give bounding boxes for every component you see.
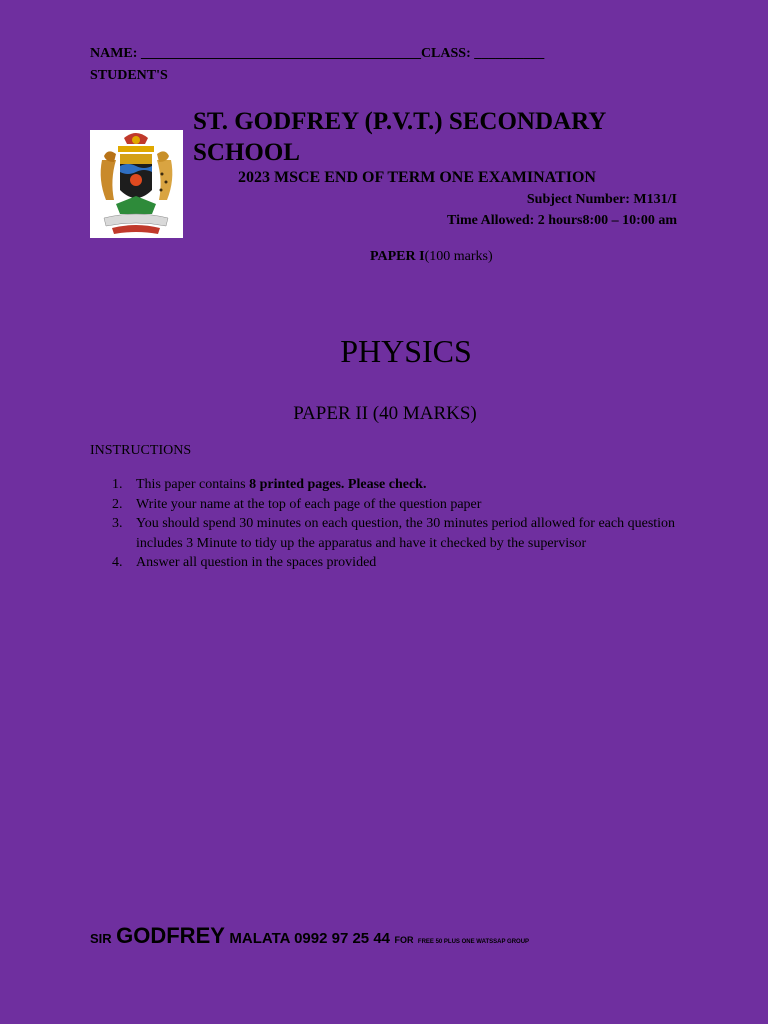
list-item-emphasis: 8 printed pages. Please check. (249, 477, 427, 492)
class-blank[interactable]: __________ (474, 46, 545, 61)
subject-title: PHYSICS (340, 333, 472, 369)
list-item (112, 514, 692, 553)
list-item-number: 4. (112, 555, 123, 570)
paper-marks: (100 marks) (424, 249, 493, 264)
footer-credit (90, 923, 529, 949)
list-item-text: Answer all question in the spaces provided (136, 555, 377, 570)
school-name: ST. GODFREY (P.V.T.) SECONDARY SCHOOL (193, 108, 606, 166)
class-label: CLASS: (420, 46, 471, 61)
footer-godfrey: GODFREY (116, 923, 225, 948)
list-item (112, 553, 692, 573)
list-item-number: 1. (112, 477, 123, 492)
name-line (90, 46, 544, 62)
student-label: STUDENT'S (90, 68, 168, 83)
footer-for: FOR (394, 935, 414, 945)
subject-number: Subject Number: M131/I (526, 192, 677, 207)
paper-one-label (370, 249, 493, 265)
coat-of-arms-icon (90, 130, 183, 238)
footer-sir: SIR (90, 931, 112, 946)
list-item (112, 495, 692, 515)
footer-group: FREE 50 PLUS ONE WATSSAP GROUP (417, 939, 530, 945)
list-item-text: Write your name at the top of each page of the question paper (136, 496, 482, 512)
time-allowed: Time Allowed: 2 hours8:00 – 10:00 am (447, 213, 677, 228)
instructions-list (112, 475, 692, 573)
exam-title: 2023 MSCE END OF TERM ONE EXAMINATION (238, 169, 596, 186)
paper-label: PAPER I (370, 249, 425, 264)
instructions-heading: INSTRUCTIONS (90, 443, 192, 458)
list-item-number: 3. (112, 516, 123, 531)
list-item-text: This paper contains 8 printed pages. Please check. (136, 477, 427, 492)
name-label: NAME: (90, 46, 138, 61)
paper-two-title: PAPER II (40 MARKS) (293, 403, 477, 424)
name-blank[interactable]: ________________________________________ (140, 46, 421, 61)
footer-contact: MALATA 0992 97 25 44 (229, 930, 391, 947)
list-item-number: 2. (112, 496, 123, 512)
list-item (112, 475, 692, 495)
list-item-text: You should spend 30 minutes on each question, the 30 minutes period allowed for each question includes 3 Minute to tidy up the apparatus and have it checked by the supervisor (136, 516, 676, 551)
